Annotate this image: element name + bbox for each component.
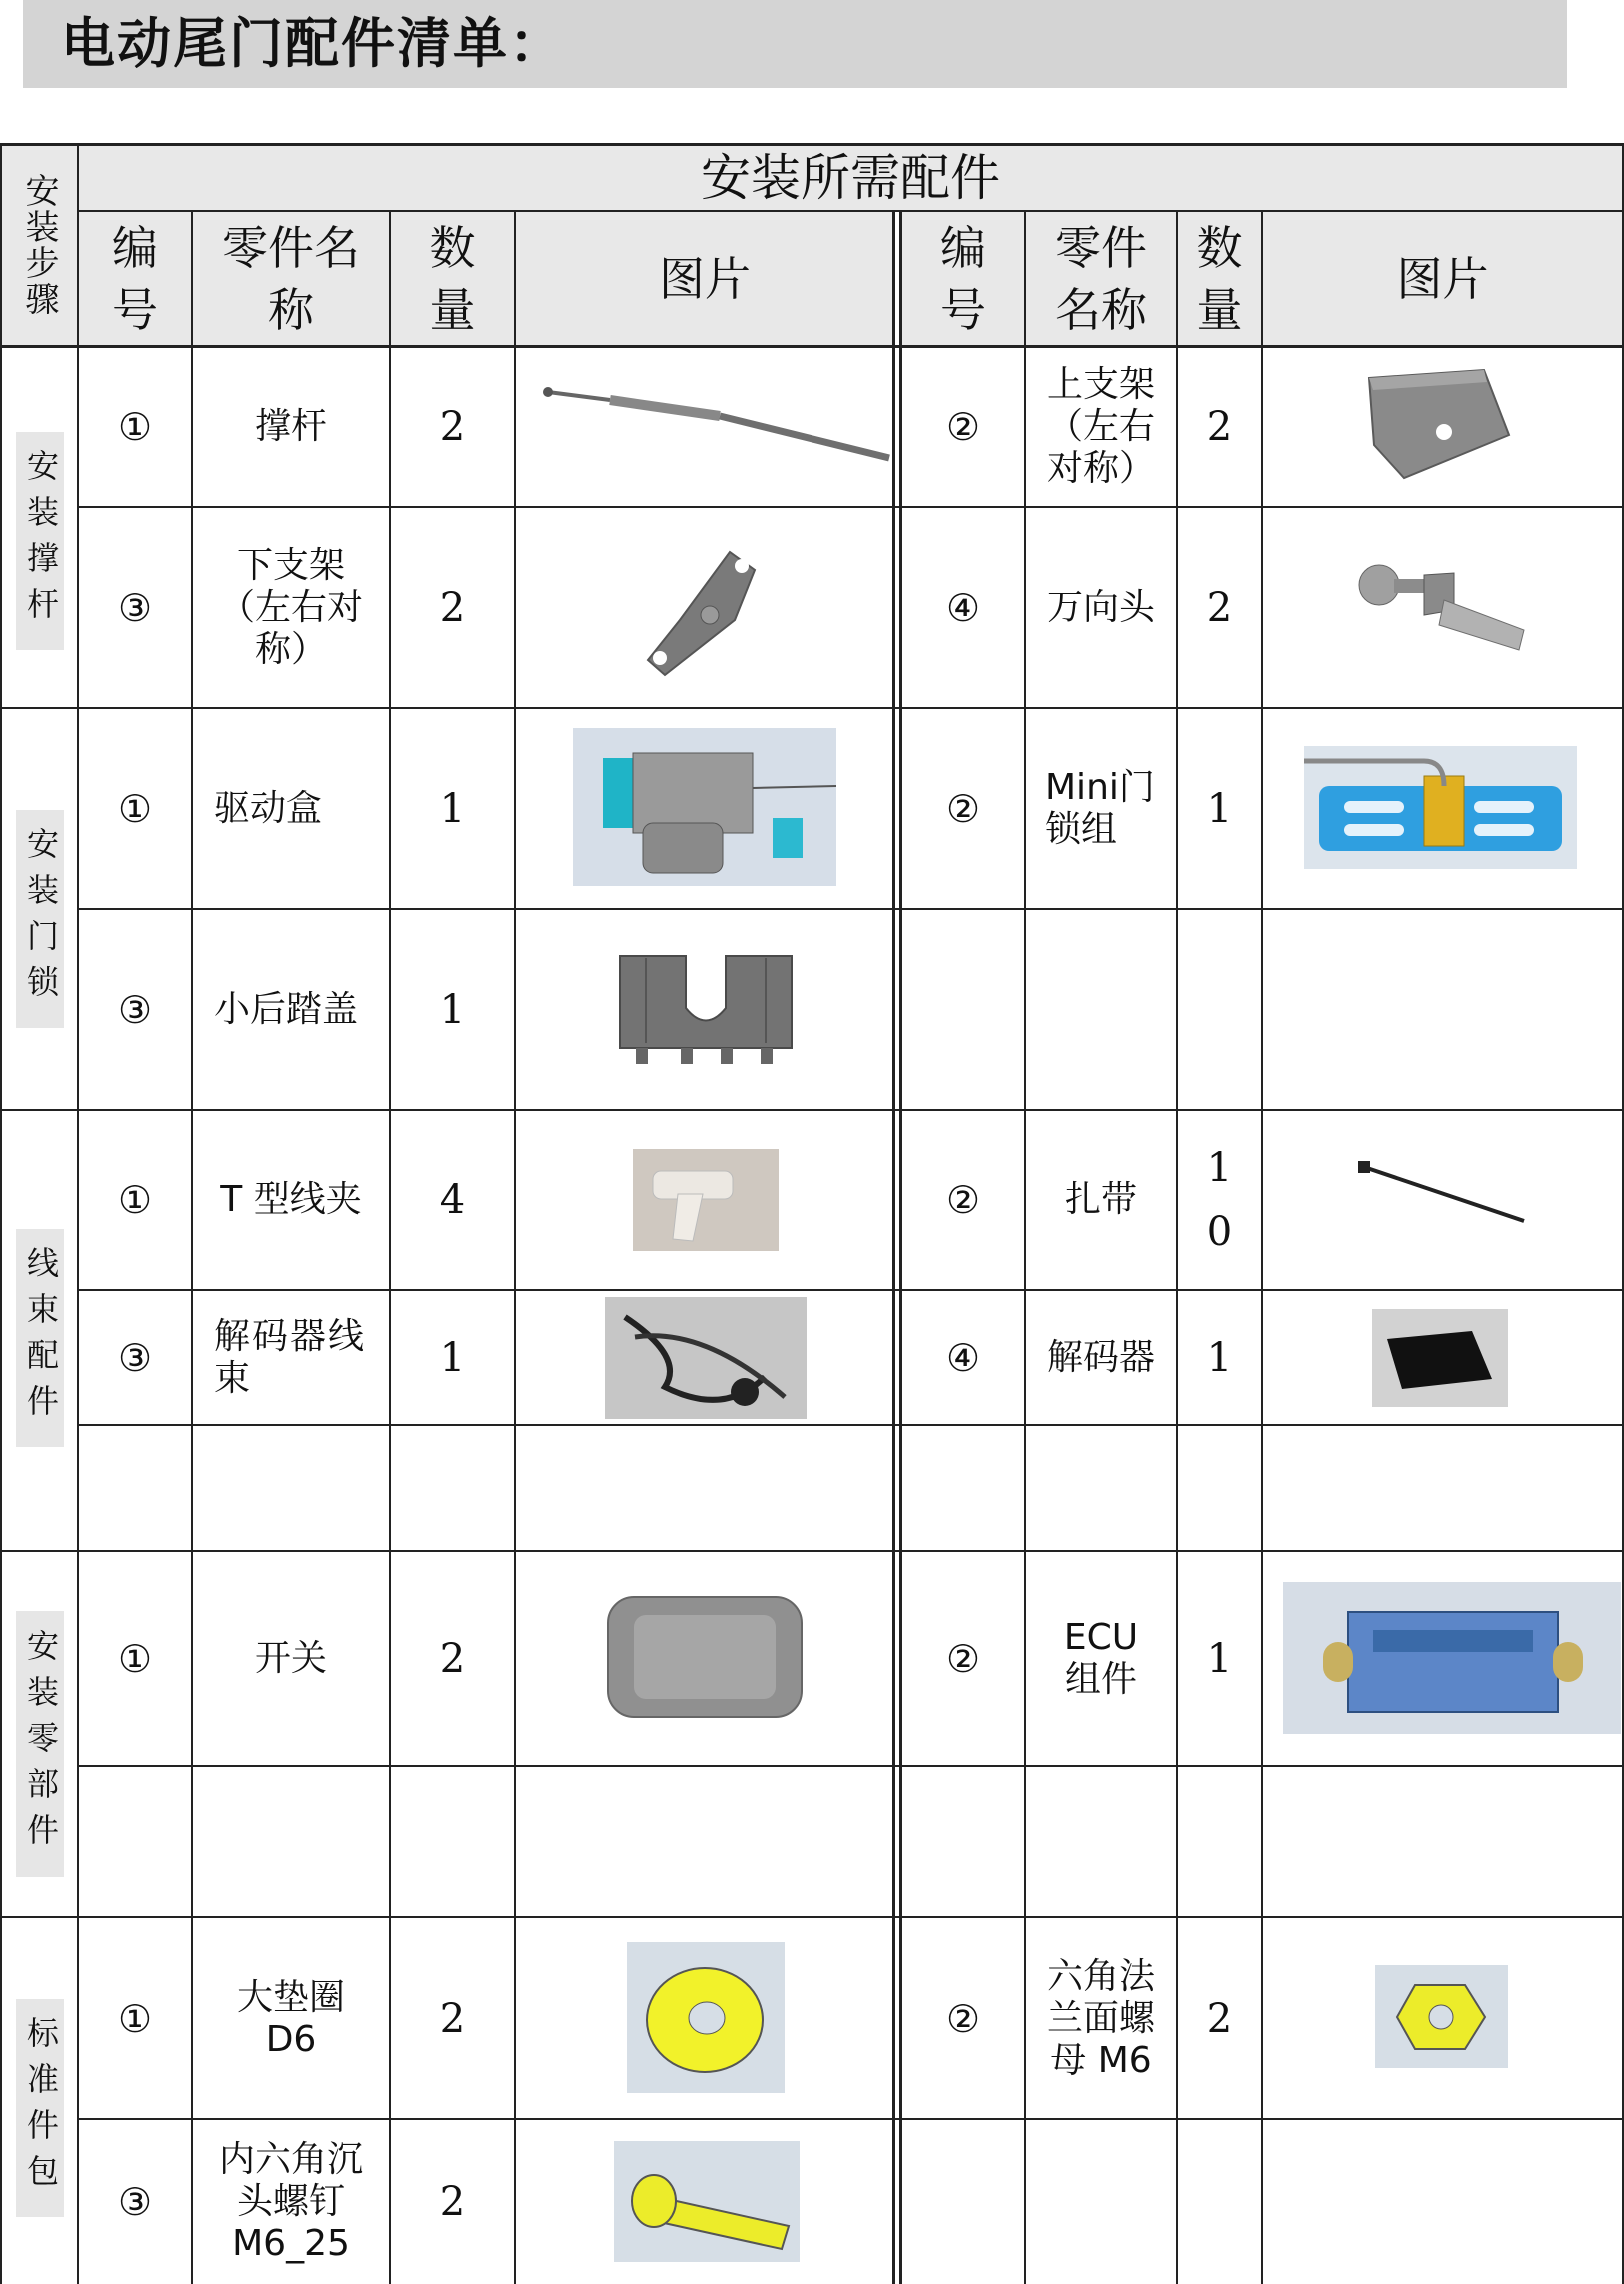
row3-left-id: ① [117, 787, 153, 831]
step-install-strut: 安装撑杆 [16, 432, 64, 650]
row5-right-qty: 10 [1206, 1145, 1233, 1255]
row6-left-name: 解码器线束 [214, 1316, 367, 1399]
header-step-cell [0, 144, 78, 346]
row8-right-id: ② [945, 1637, 981, 1681]
row2-right-id: ④ [945, 586, 981, 630]
header-name-left: 零件名称 [192, 211, 390, 346]
row8-right-qty: 1 [1206, 1636, 1233, 1682]
row4-left-name: 小后踏盖 [214, 989, 359, 1030]
step-standard-pack: 标准件包 [16, 1999, 64, 2217]
switch-image [604, 1593, 806, 1721]
row10-right-qty: 2 [1206, 1995, 1233, 2042]
header-group: 安装所需配件 [78, 144, 1623, 211]
row6-left-qty: 1 [439, 1335, 466, 1381]
row10-right-id: ② [945, 1996, 981, 2041]
row6-right-name: 解码器 [1046, 1337, 1155, 1378]
mini-lock-image [1304, 746, 1577, 869]
step-install-parts: 安装零部件 [16, 1611, 64, 1877]
row8-left-name: 开关 [254, 1638, 327, 1679]
row5-left-qty: 4 [439, 1177, 466, 1223]
row11-left-id: ③ [117, 2180, 153, 2224]
row4-left-id: ③ [117, 988, 153, 1032]
ball-joint-image [1354, 555, 1534, 665]
step-install-lock: 安装门锁 [16, 810, 64, 1028]
row5-left-name: T 型线夹 [220, 1179, 362, 1220]
washer-image [627, 1942, 785, 2093]
drive-box-image [573, 728, 836, 886]
row5-right-id: ② [945, 1178, 981, 1222]
row11-left-name: 内六角沉头螺钉M6_25 [218, 2139, 363, 2264]
header-id-right: 编号 [901, 211, 1025, 346]
row3-right-name: Mini门锁组 [1045, 767, 1155, 850]
row6-left-id: ③ [117, 1336, 153, 1380]
strut-image [540, 380, 899, 470]
row3-right-id: ② [945, 787, 981, 831]
row10-left-qty: 2 [439, 1995, 466, 2042]
row2-left-name: 下支架（左右对称） [218, 545, 363, 670]
row1-right-id: ② [945, 404, 981, 449]
page-title: 电动尾门配件清单： [61, 12, 565, 75]
row8-left-qty: 2 [439, 1636, 466, 1682]
ecu-image [1283, 1582, 1621, 1734]
flange-nut-image [1375, 1965, 1508, 2068]
upper-bracket-image [1359, 360, 1519, 490]
header-id-left: 编号 [78, 211, 192, 346]
row1-left-qty: 2 [439, 403, 466, 450]
row5-right-name: 扎带 [1064, 1179, 1137, 1220]
header-step: 安装步骤 [19, 173, 59, 317]
row2-left-id: ③ [117, 586, 153, 630]
row10-left-id: ① [117, 1996, 153, 2041]
row8-left-id: ① [117, 1637, 153, 1681]
row5-left-id: ① [117, 1178, 153, 1222]
row10-left-name: 大垫圈D6 [236, 1976, 345, 2060]
header-pic-right: 图片 [1262, 211, 1623, 346]
row1-right-name: 上支架（左右对称） [1046, 363, 1155, 489]
row11-left-qty: 2 [439, 2179, 466, 2225]
header-pic-left: 图片 [515, 211, 894, 346]
decoder-harness-image [605, 1297, 807, 1419]
header-name-right: 零件名称 [1025, 211, 1177, 346]
row2-left-qty: 2 [439, 585, 466, 631]
cable-tie-image [1354, 1159, 1534, 1229]
row6-right-qty: 1 [1206, 1335, 1233, 1381]
row8-right-name: ECU组件 [1063, 1617, 1139, 1700]
header-qty-right: 数量 [1177, 211, 1262, 346]
row2-right-qty: 2 [1206, 585, 1233, 631]
row6-right-id: ④ [945, 1336, 981, 1380]
t-clip-image [633, 1149, 779, 1251]
row10-right-name: 六角法兰面螺母 M6 [1046, 1955, 1155, 2081]
header-qty-left: 数量 [390, 211, 515, 346]
row1-right-qty: 2 [1206, 403, 1233, 450]
row3-right-qty: 1 [1206, 786, 1233, 832]
step-harness: 线束配件 [16, 1229, 64, 1447]
row3-left-qty: 1 [439, 786, 466, 832]
row2-right-name: 万向头 [1046, 587, 1155, 628]
row1-left-name: 撑杆 [254, 405, 327, 447]
screw-image [614, 2141, 800, 2262]
row4-left-qty: 1 [439, 987, 466, 1033]
row3-left-name: 驱动盒 [214, 788, 323, 829]
row1-left-id: ① [117, 404, 153, 449]
decoder-image [1372, 1309, 1508, 1407]
lower-bracket-image [640, 540, 770, 680]
tread-cover-image [616, 948, 796, 1070]
